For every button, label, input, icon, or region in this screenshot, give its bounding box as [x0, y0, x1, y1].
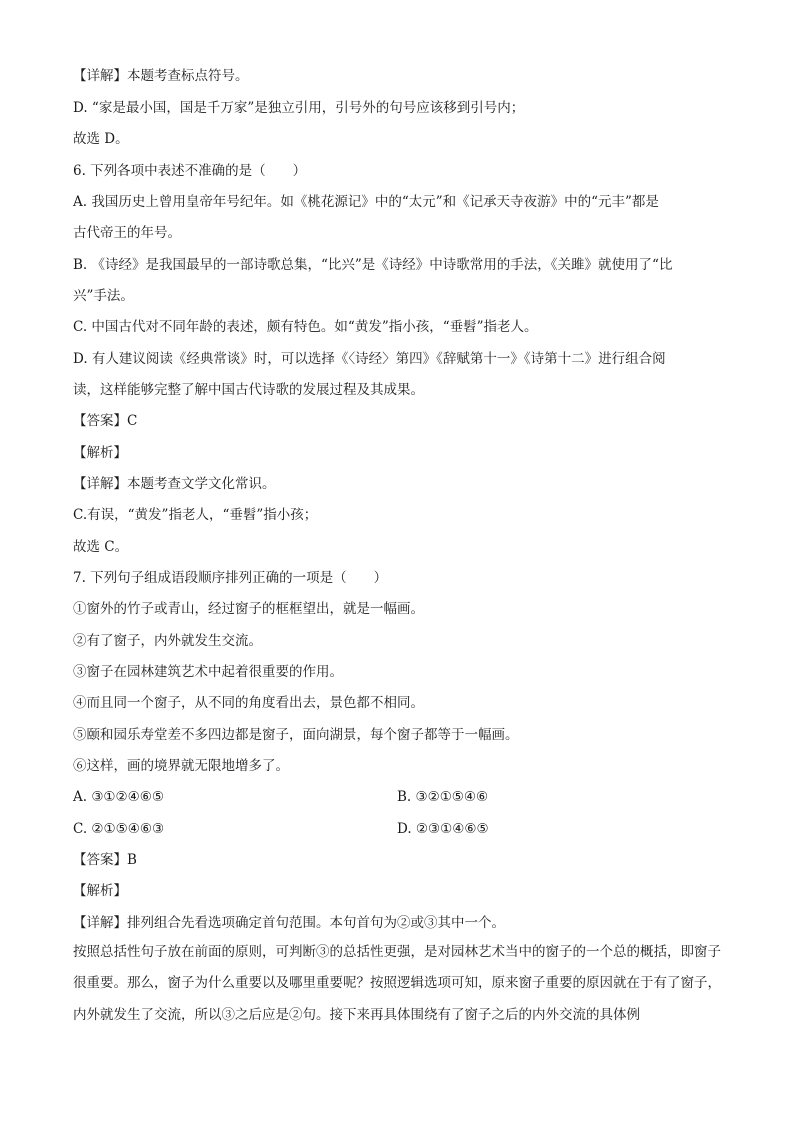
q6-conclusion: 故选 C。	[73, 539, 129, 555]
q7-option-c: C. ②①⑤④⑥③	[73, 821, 165, 837]
q7-answer: 【答案】B	[73, 852, 137, 868]
q7-option-d: D. ②③①④⑥⑤	[397, 821, 489, 837]
q6-option-a-line1: A. 我国历史上曾用皇帝年号纪年。如《桃花源记》中的“太元”和《记承天寺夜游》中的“元丰”都是	[73, 194, 659, 210]
q7-analysis-label: 【解析】	[73, 883, 127, 899]
q5-conclusion: 故选 D。	[73, 131, 129, 147]
q7-sentence-1: ①窗外的竹子或青山，经过窗子的框框望出，就是一幅画。	[73, 601, 424, 617]
q6-explanation: C.有误，“黄发”指老人，“垂髫”指小孩；	[73, 507, 318, 523]
q7-stem: 7. 下列句子组成语段顺序排列正确的一项是（ ）	[73, 570, 388, 586]
q7-option-a: A. ③①②④⑥⑤	[73, 789, 164, 805]
q7-sentence-3: ③窗子在园林建筑艺术中起着很重要的作用。	[73, 664, 343, 680]
q7-sentence-2: ②有了窗子，内外就发生交流。	[73, 633, 262, 649]
q6-stem: 6. 下列各项中表述不准确的是（ ）	[73, 163, 307, 179]
q6-option-d-line1: D. 有人建议阅读《经典常谈》时，可以选择《〈诗经〉第四》《辞赋第十一》《诗第十二》进行组合阅	[73, 351, 666, 367]
q6-answer: 【答案】C	[73, 413, 138, 429]
q7-explanation-paragraph: 按照总括性句子放在前面的原则，可判断③的总括性更强，是对园林艺术当中的窗子的一个总的概括，即窗子很重要。那么，窗子为什么重要以及哪里重要呢？按照逻辑选项可知，原来窗子重要的原因就在于有了窗子，内外就发生了交流，所以③之后应是②句。接下来再具体围绕有了窗子之后的内外交流的具体例	[73, 944, 721, 1023]
q6-detail: 【详解】本题考查文学文化常识。	[73, 476, 276, 492]
q5-option-d: D. “家是最小国，国是千万家”是独立引用，引号外的句号应该移到引号内；	[73, 100, 525, 116]
q6-option-c: C. 中国古代对不同年龄的表述，颇有特色。如“黄发”指小孩，“垂髫”指老人。	[73, 319, 538, 335]
q6-option-b-line2: 兴”手法。	[73, 288, 134, 304]
q6-option-a-line2: 古代帝王的年号。	[73, 225, 181, 241]
q6-analysis-label: 【解析】	[73, 445, 127, 461]
q7-sentence-4: ④而且同一个窗子，从不同的角度看出去，景色都不相同。	[73, 695, 424, 711]
q5-detail: 【详解】本题考查标点符号。	[73, 68, 249, 84]
q6-option-d-line2: 读，这样能够完整了解中国古代诗歌的发展过程及其成果。	[73, 382, 424, 398]
q7-option-b: B. ③②①⑤④⑥	[397, 789, 489, 805]
q6-option-b-line1: B. 《诗经》是我国最早的一部诗歌总集，“比兴”是《诗经》中诗歌常用的手法，《关雎》就使用了“比	[73, 257, 673, 273]
q7-detail: 【详解】排列组合先看选项确定首句范围。本句首句为②或③其中一个。	[73, 915, 505, 931]
q7-sentence-6: ⑥这样，画的境界就无限地增多了。	[73, 758, 289, 774]
q7-sentence-5: ⑤颐和园乐寿堂差不多四边都是窗子，面向湖景，每个窗子都等于一幅画。	[73, 727, 519, 743]
